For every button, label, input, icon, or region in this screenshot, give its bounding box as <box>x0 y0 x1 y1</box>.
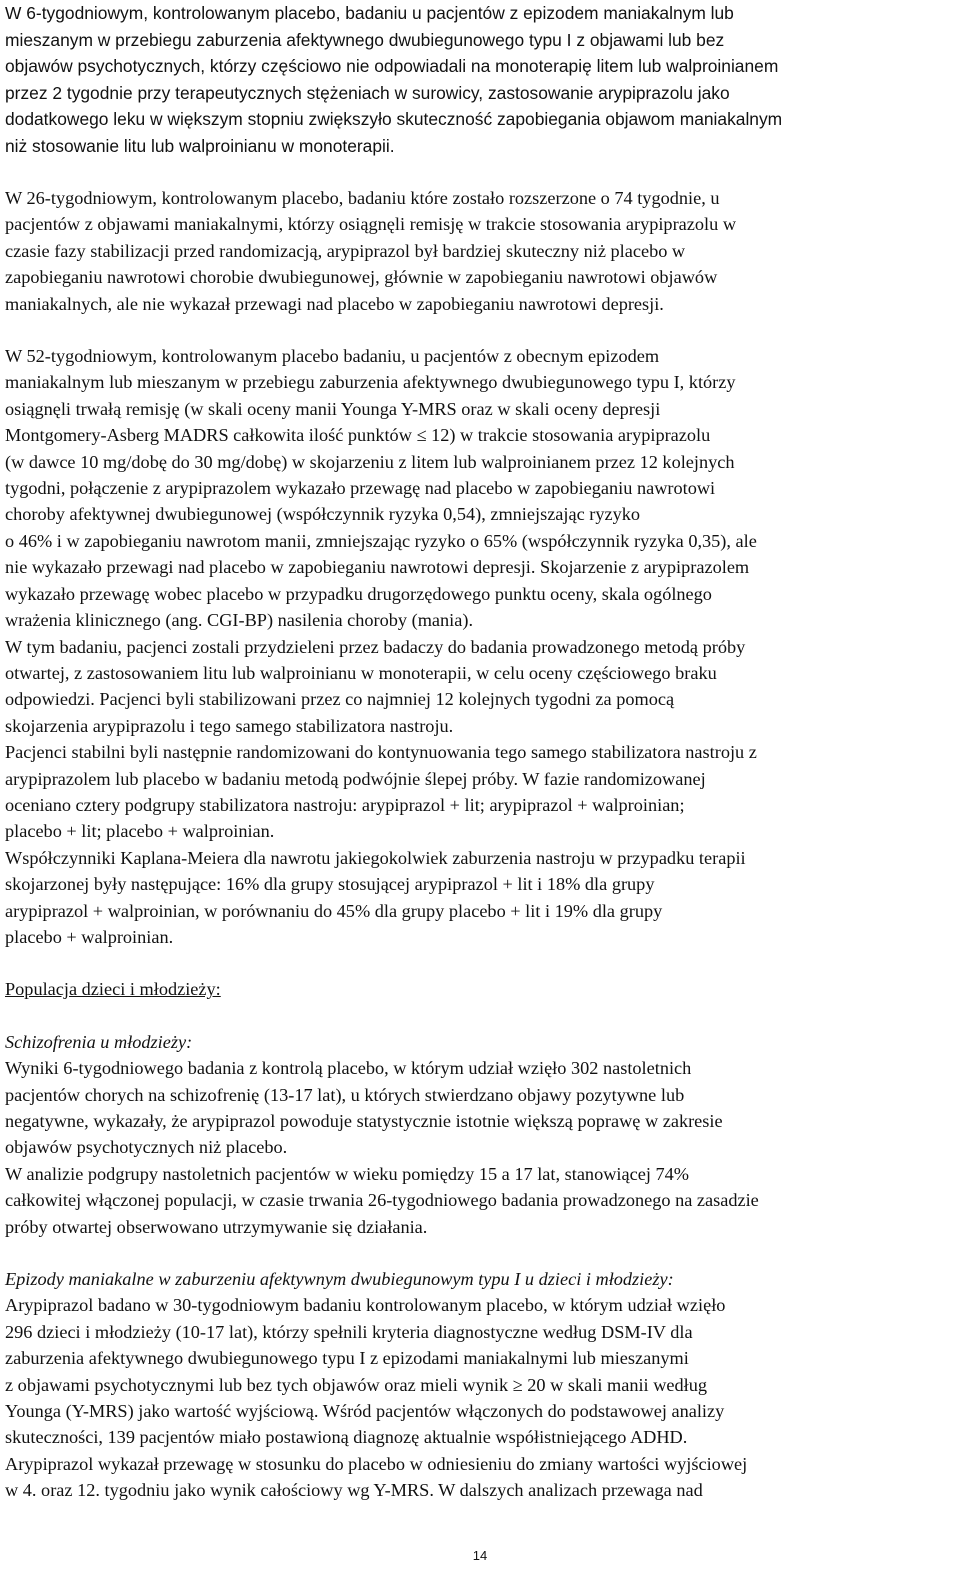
spacer <box>5 950 955 976</box>
heading-pediatric-population: Populacja dzieci i młodzieży: <box>5 979 221 1000</box>
paragraph-study-assignment: W tym badaniu, pacjenci zostali przydzieleni przez badaczy do badania prowadzonego metodą próby otwartej, z zastosowaniem litu lub walproinianu w monoterapii, w celu oceny częściowego braku odpowiedzi. Pacjenci byli stabilizowani przez co najmniej 12 kolejnych tygodni za pomocą skojarzenia arypiprazolu i tego samego stabilizatora nastroju. <box>5 636 746 736</box>
document-page <box>5 0 955 1504</box>
paragraph-52-week-study: W 52-tygodniowym, kontrolowanym placebo badaniu, u pacjentów z obecnym epizodem maniakalnym lub mieszanym w przebiegu zaburzenia afektywnego dwubiegunowego typu I, którzy osiągnęli trwałą remisję (w skali oceny manii Younga Y-MRS oraz w skali oceny depresji Montgomery-Asberg MADRS całkowita ilość punktów ≤ 12) w trakcie stosowania arypiprazolu (w dawce 10 mg/dobę do 30 mg/dobę) w skojarzeniu z litem lub walproinianem przez 12 kolejnych tygodni, połączenie z arypiprazolem wykazało przewagę nad placebo w zapobieganiu nawrotowi choroby afektywnej dwubiegunowej (współczynnik ryzyka 0,54), zmniejszając ryzyko o 46% i w zapobieganiu nawrotom manii, zmniejszając ryzyko o 65% (współczynnik ryzyka 0,35), ale nie wykazało przewagi nad placebo w zapobieganiu nawrotowi depresji. Skojarzenie z arypiprazolem wykazało przewagę wobec placebo w przypadku drugorzędowego punktu oceny, skala ogólnego wrażenia klinicznego (ang. CGI-BP) nasilenia choroby (mania). <box>5 346 757 631</box>
spacer <box>5 317 955 343</box>
paragraph-30-week-pediatric-study: Arypiprazol badano w 30-tygodniowym badaniu kontrolowanym placebo, w którym udział wzięło 296 dzieci i młodzieży (10-17 lat), którzy spełnili kryteria diagnostyczne według DSM-IV dla zaburzenia afektywnego dwubiegunowego typu I z epizodami maniakalnymi lub mieszanymi z objawami psychotycznymi lub bez tych objawów oraz mieli wynik ≥ 20 w skali manii według Younga (Y-MRS) jako wartość wyjściową. Wśród pacjentów włączonych do podstawowej analizy skuteczności, 139 pacjentów miało postawioną diagnozę aktualnie współistniejącego ADHD. Arypiprazol wykazał przewagę w stosunku do placebo w odniesieniu do zmiany wartości wyjściowej w 4. oraz 12. tygodniu jako wynik całościowy wg Y-MRS. W dalszych analizach przewaga nad <box>5 1295 748 1501</box>
paragraph-subgroup-analysis: W analizie podgrupy nastoletnich pacjentów w wieku pomiędzy 15 a 17 lat, stanowiącej 74% całkowitej włączonej populacji, w czasie trwania 26-tygodniowego badania prowadzonego na zasadzie próby otwartej obserwowano utrzymywanie się działania. <box>5 1163 759 1237</box>
paragraph-26-week-study: W 26-tygodniowym, kontrolowanym placebo, badaniu które zostało rozszerzone o 74 tygodnie, u pacjentów z objawami maniakalnymi, którzy osiągnęli remisję w trakcie stosowania arypiprazolu w czasie fazy stabilizacji przed randomizacją, arypiprazol był bardziej skuteczny niż placebo w zapobieganiu nawrotowi chorobie dwubiegunowej, głównie w zapobieganiu nawrotowi objawów maniakalnych, ale nie wykazał przewagi nad placebo w zapobieganiu nawrotowi depresji. <box>5 188 737 314</box>
spacer <box>5 159 955 185</box>
page-number: 14 <box>472 1548 488 1563</box>
heading-schizophrenia-adolescents: Schizofrenia u młodzieży: <box>5 1031 193 1052</box>
paragraph-kaplan-meier: Współczynniki Kaplana-Meiera dla nawrotu jakiegokolwiek zaburzenia nastroju w przypadku terapii skojarzonej były następujące: 16% dla grupy stosującej arypiprazol + lit i 18% dla grupy arypiprazol + walproinian, w porównaniu do 45% dla grupy placebo + lit i 19% dla grupy placebo + walproinian. <box>5 847 746 947</box>
paragraph-6-week-adolescent-study: Wyniki 6-tygodniowego badania z kontrolą placebo, w którym udział wzięło 302 nastoletnich pacjentów chorych na schizofrenię (13-17 lat), u których stwierdzano objawy pozytywne lub negatywne, wykazały, że arypiprazol powoduje statystycznie istotnie większą poprawę w zakresie objawów psychotycznych niż placebo. <box>5 1058 723 1158</box>
spacer <box>5 1240 955 1266</box>
spacer <box>5 1003 955 1029</box>
paragraph-adjunct-therapy: W 6-tygodniowym, kontrolowanym placebo, badaniu u pacjentów z epizodem maniakalnym lub mieszanym w przebiegu zaburzenia afektywnego dwubiegunowego typu I z objawami lub bez objawów psychotycznych, którzy częściowo nie odpowiadali na monoterapię litem lub walproinianem przez 2 tygodnie przy terapeutycznych stężeniach w surowicy, zastosowanie arypiprazolu jako dodatkowego leku w większym stopniu zwiększyło skuteczność zapobiegania objawom maniakalnym niż stosowanie litu lub walproinianu w monoterapii. <box>5 3 783 156</box>
paragraph-randomization: Pacjenci stabilni byli następnie randomizowani do kontynuowania tego samego stabilizatora nastroju z arypiprazolem lub placebo w badaniu metodą podwójnie ślepej próby. W fazie randomizowanej oceniano cztery podgrupy stabilizatora nastroju: arypiprazol + lit; arypiprazol + walproinian; placebo + lit; placebo + walproinian. <box>5 742 757 842</box>
heading-manic-episodes-pediatric: Epizody maniakalne w zaburzeniu afektywnym dwubiegunowym typu I u dzieci i młodzieży: <box>5 1269 674 1290</box>
